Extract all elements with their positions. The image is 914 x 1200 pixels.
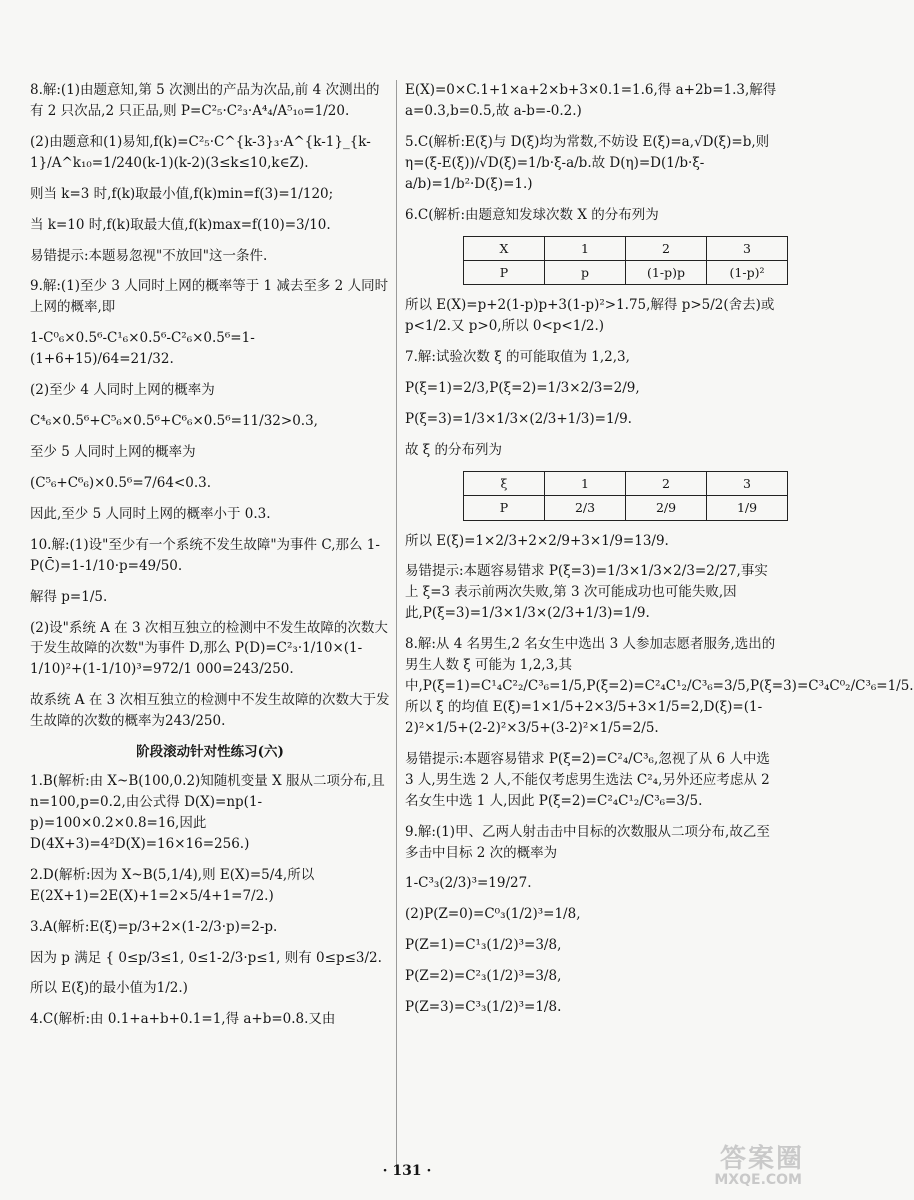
- q9-part2: (2)至少 4 人同时上网的概率为: [30, 382, 215, 399]
- q9-calc2: C⁴₆×0.5⁶+C⁵₆×0.5⁶+C⁶₆×0.5⁶=11/32>0.3,: [30, 413, 318, 430]
- distribution-table-x: [463, 236, 788, 286]
- watermark-url: MXQE.COM: [714, 1172, 802, 1188]
- table-cell: p: [545, 260, 626, 284]
- q8r-tip: 易错提示:本题容易错求 P(ξ=2)=C²₄/C³₆,忽视了从 6 人中选 3 人,男生选 2 人,不能仅考虑男生选法 C²₄,另外还应考虑从 2 名女生中选 1 人,因此 P(ξ=2)=C²₄C¹₂/C³₆=3/5.: [405, 750, 775, 809]
- answer-1: 1.B(解析:由 X~B(100,0.2)知随机变量 X 服从二项分布,且 n=100,p=0.2,由公式得 D(X)=np(1-p)=100×0.2×0.8=16,因此 D(4X+3)=4²D(X)=16×16=256.): [30, 773, 390, 852]
- q8r-solution: 8.解:从 4 名男生,2 名女生中选出 3 人参加志愿者服务,选出的男生人数 ξ 可能为 1,2,3,其中,P(ξ=1)=C¹₄C²₂/C³₆=1/5,P(ξ=2)=C²₄C¹₂/C³₆=3/5,P(ξ=3)=C³₄C⁰₂/C³₆=1/5.所以 ξ 的均值 E(ξ)=1×1/5+2×3/5+3×1/5=2,D(ξ)=(1-2)²×1/5+(2-2)²×3/5+(3-2)²×1/5=2/5.: [405, 636, 914, 736]
- section-title: 阶段滚动针对性练习(六): [136, 744, 284, 761]
- table-cell: P: [464, 260, 545, 284]
- q9r-z2: P(Z=2)=C²₃(1/2)³=3/8,: [405, 968, 562, 985]
- q8-part2: (2)由题意和(1)易知,f(k)=C²₅·C^{k-3}₃·A^{k-1}_{k-1}/A^k₁₀=1/240(k-1)(k-2)(3≤k≤10,k∈Z).: [30, 133, 371, 171]
- q8-min: 则当 k=3 时,f(k)取最小值,f(k)min=f(3)=1/120;: [30, 185, 334, 202]
- table-cell: (1-p)²: [707, 260, 788, 284]
- q7-expectation: 所以 E(ξ)=1×2/3+2×2/9+3×1/9=13/9.: [405, 532, 669, 549]
- answer-4-start: 4.C(解析:由 0.1+a+b+0.1=1,得 a+b=0.8.又由: [30, 1011, 336, 1028]
- table-cell: 3: [707, 471, 788, 495]
- answer-6-part2: 所以 E(X)=p+2(1-p)p+3(1-p)²>1.75,解得 p>5/2(舍去)或 p<1/2.又 p>0,所以 0<p<1/2.): [405, 297, 779, 335]
- q9r-z3: P(Z=3)=C³₃(1/2)³=1/8.: [405, 999, 562, 1016]
- answer-3-part2: 因为 p 满足 { 0≤p/3≤1, 0≤1-2/3·p≤1, 则有 0≤p≤3/2.: [30, 949, 382, 966]
- table-cell: 1: [545, 471, 626, 495]
- answer-6-part1: 6.C(解析:由题意知发球次数 X 的分布列为: [405, 206, 659, 223]
- answer-3-part1: 3.A(解析:E(ξ)=p/3+2×(1-2/3·p)=2-p.: [30, 918, 278, 935]
- q9r-z1: P(Z=1)=C¹₃(1/2)³=3/8,: [405, 937, 562, 954]
- table-cell: 2: [626, 236, 707, 260]
- q7-part1: 7.解:试验次数 ξ 的可能取值为 1,2,3,: [405, 349, 630, 366]
- q10-part2: (2)设"系统 A 在 3 次相互独立的检测中不发生故障的次数大于发生故障的次数"为事件 D,那么 P(D)=C²₃·1/10×(1-1/10)²+(1-1/10)³=972/1 000=243/250.: [30, 619, 388, 678]
- table-cell: 2/3: [545, 496, 626, 520]
- watermark-logo: 答案圈: [719, 1144, 804, 1174]
- distribution-table-xi: [463, 471, 788, 521]
- answer-2: 2.D(解析:因为 X~B(5,1/4),则 E(X)=5/4,所以 E(2X+1)=2E(X)+1=2×5/4+1=7/2.): [30, 866, 319, 904]
- table-row: [464, 236, 788, 260]
- right-column: [405, 80, 914, 1028]
- column-divider: [396, 80, 397, 1170]
- q10-conclusion: 故系统 A 在 3 次相互独立的检测中不发生故障的次数大于发生故障的次数的概率为243/250.: [30, 692, 390, 730]
- left-column: [30, 80, 390, 1040]
- q8-max: 当 k=10 时,f(k)取最大值,f(k)max=f(10)=3/10.: [30, 216, 331, 233]
- answer-5: 5.C(解析:E(ξ)与 D(ξ)均为常数,不妨设 E(ξ)=a,√D(ξ)=b,则 η=(ξ-E(ξ))/√D(ξ)=1/b·ξ-a/b.故 D(η)=D(1/b·ξ-a/b)=1/b²·D(ξ)=1.): [405, 133, 774, 192]
- page-number: · 131 ·: [382, 1163, 432, 1179]
- table-cell: 1/9: [707, 496, 788, 520]
- table-cell: 2/9: [626, 496, 707, 520]
- q10-part1: 10.解:(1)设"至少有一个系统不发生故障"为事件 C,那么 1-P(C̄)=1-1/10·p=49/50.: [30, 536, 380, 574]
- q9-part1: 9.解:(1)至少 3 人同时上网的概率等于 1 减去至多 2 人同时上网的概率,即: [30, 278, 389, 316]
- table-cell: X: [464, 236, 545, 260]
- answer-3-part3: 所以 E(ξ)的最小值为1/2.): [30, 980, 188, 997]
- q7-p3: P(ξ=3)=1/3×1/3×(2/3+1/3)=1/9.: [405, 410, 632, 427]
- q9r-calc: 1-C³₃(2/3)³=19/27.: [405, 875, 532, 892]
- q7-p1-p2: P(ξ=1)=2/3,P(ξ=2)=1/3×2/3=2/9,: [405, 380, 640, 397]
- table-row: [464, 260, 788, 284]
- table-cell: ξ: [464, 471, 545, 495]
- q9-calc1: 1-C⁰₆×0.5⁶-C¹₆×0.5⁶-C²₆×0.5⁶=1-(1+6+15)/64=21/32.: [30, 330, 255, 368]
- table-row: [464, 496, 788, 520]
- answer-4-cont: E(X)=0×C.1+1×a+2×b+3×0.1=1.6,得 a+2b=1.3,解得 a=0.3,b=0.5,故 a-b=-0.2.): [405, 82, 781, 119]
- q8-part1: 8.解:(1)由题意知,第 5 次测出的产品为次品,前 4 次测出的有 2 只次品,2 只正品,则 P=C²₅·C²₃·A⁴₄/A⁵₁₀=1/20.: [30, 82, 380, 119]
- q8-tip: 易错提示:本题易忽视"不放回"这一条件.: [30, 247, 268, 264]
- q10-solve: 解得 p=1/5.: [30, 588, 108, 605]
- q7-tip: 易错提示:本题容易错求 P(ξ=3)=1/3×1/3×2/3=2/27,事实上 ξ=3 表示前两次失败,第 3 次可能成功也可能失败,因此,P(ξ=3)=1/3×1/3×(2/3+1/3)=1/9.: [405, 563, 768, 622]
- q9-calc3: (C⁵₆+C⁶₆)×0.5⁶=7/64<0.3.: [30, 474, 212, 491]
- table-cell: P: [464, 496, 545, 520]
- table-row: [464, 471, 788, 495]
- q9-conclusion: 因此,至少 5 人同时上网的概率小于 0.3.: [30, 505, 271, 522]
- q9-text3: 至少 5 人同时上网的概率为: [30, 443, 196, 460]
- table-cell: 2: [626, 471, 707, 495]
- q9r-part1: 9.解:(1)甲、乙两人射击击中目标的次数服从二项分布,故乙至多击中目标 2 次的概率为: [405, 823, 770, 861]
- q7-table-label: 故 ξ 的分布列为: [405, 441, 503, 458]
- table-cell: 1: [545, 236, 626, 260]
- table-cell: 3: [707, 236, 788, 260]
- table-cell: (1-p)p: [626, 260, 707, 284]
- q9r-z0: (2)P(Z=0)=C⁰₃(1/2)³=1/8,: [405, 906, 581, 923]
